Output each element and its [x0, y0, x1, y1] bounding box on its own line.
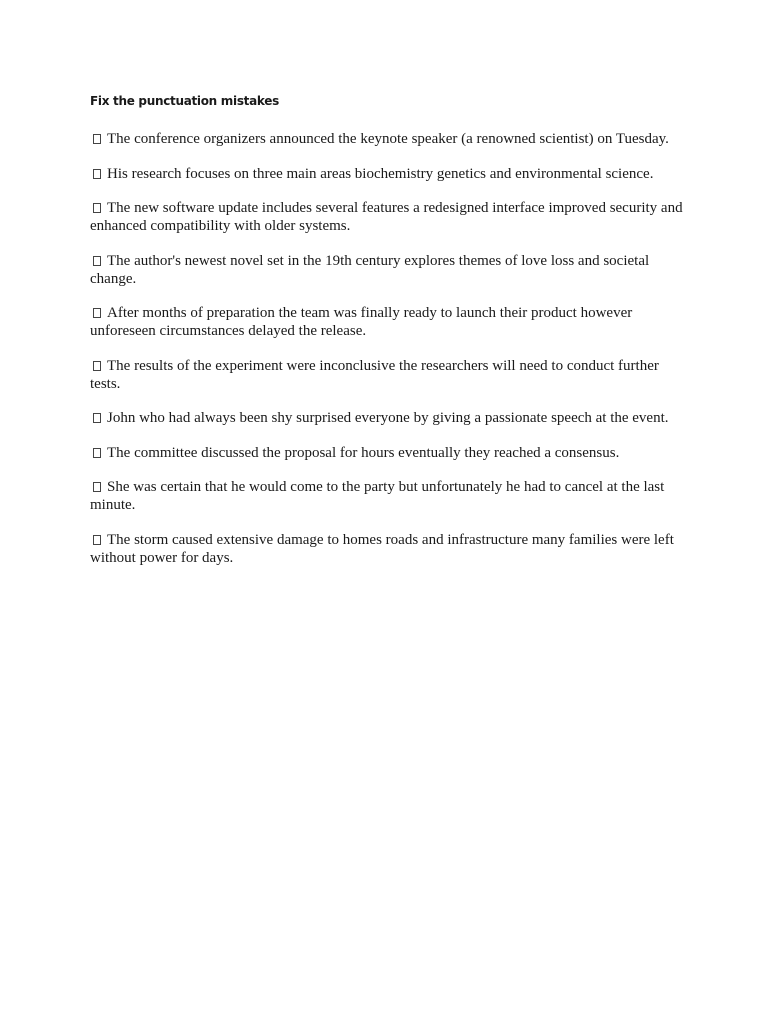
missing-glyph-icon [93, 448, 101, 458]
list-item [90, 165, 690, 183]
list-item [90, 444, 690, 462]
missing-glyph-icon [93, 535, 101, 545]
list-item [90, 199, 690, 235]
missing-glyph-icon [93, 361, 101, 371]
list-item [90, 304, 690, 340]
list-item [90, 409, 690, 427]
sentence-text: John who had always been shy surprised everyone by giving a passionate speech at the event. [107, 410, 669, 426]
missing-glyph-icon [93, 308, 101, 318]
missing-glyph-icon [93, 256, 101, 266]
sentence-text: The committee discussed the proposal for hours eventually they reached a consensus. [107, 444, 620, 461]
missing-glyph-icon [93, 482, 101, 492]
sentence-text: His research focuses on three main areas biochemistry genetics and environmental science. [107, 165, 654, 182]
sentence-text: The author's newest novel set in the 19th century explores themes of love loss and societal change. [90, 252, 650, 287]
sentence-text: The new software update includes several features a redesigned interface improved security and enhanced compatibility with older systems. [90, 200, 683, 234]
list-item [90, 531, 690, 567]
list-item [90, 478, 690, 514]
sentence-text: The results of the experiment were inconclusive the researchers will need to conduct further tests. [90, 357, 659, 392]
sentence-text: The storm caused extensive damage to homes roads and infrastructure many families were left without power for days. [90, 531, 674, 566]
sentence-list [90, 130, 690, 583]
list-item [90, 130, 690, 148]
list-item [90, 252, 690, 288]
list-item [90, 357, 690, 393]
sentence-text: After months of preparation the team was finally ready to launch their product however unforeseen circumstances delayed the release. [90, 305, 633, 339]
sentence-text: The conference organizers announced the keynote speaker (a renowned scientist) on Tuesday. [107, 131, 669, 147]
missing-glyph-icon [93, 169, 101, 179]
missing-glyph-icon [93, 134, 101, 144]
sentence-text: She was certain that he would come to the party but unfortunately he had to cancel at the last minute. [90, 479, 665, 513]
missing-glyph-icon [93, 203, 101, 213]
page-title: Fix the punctuation mistakes [90, 94, 279, 108]
missing-glyph-icon [93, 413, 101, 423]
